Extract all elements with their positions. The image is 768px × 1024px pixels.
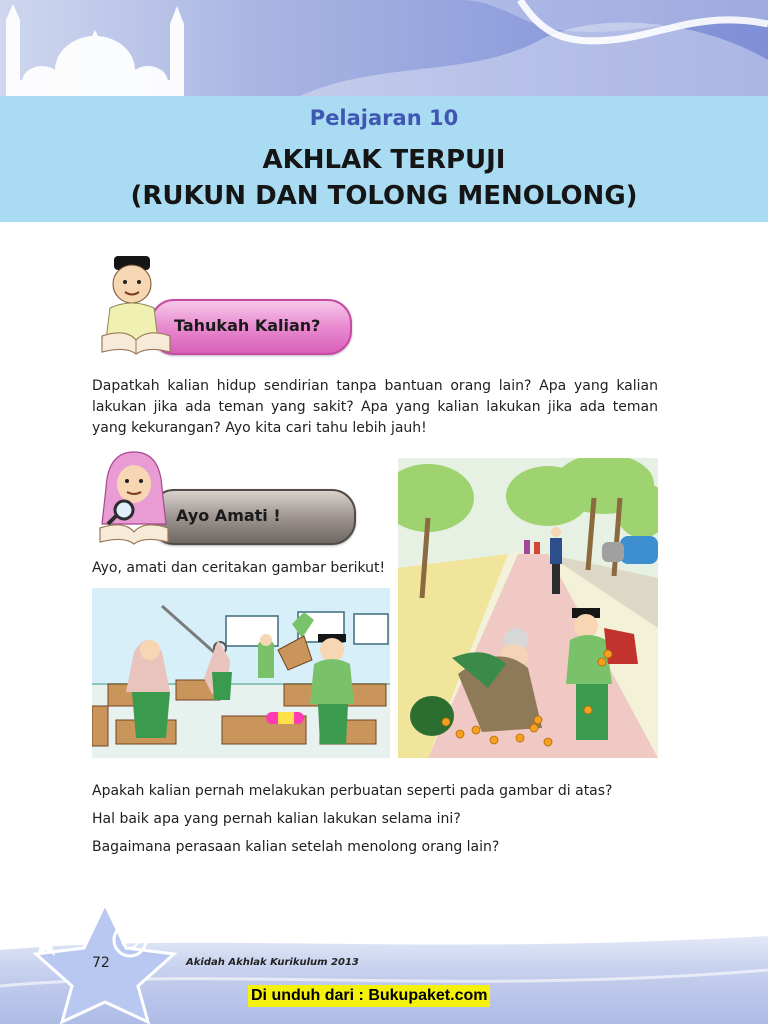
top-banner (0, 0, 768, 96)
chapter-title (0, 142, 768, 214)
ayo-amati-heading: Ayo Amati ! (176, 506, 281, 525)
helping-elderly-illustration (398, 458, 658, 758)
book-title: Akidah Akhlak Kurikulum 2013 (186, 957, 359, 968)
chapter-title-line2: (RUKUN DAN TOLONG MENOLONG) (130, 181, 638, 211)
observation-instruction: Ayo, amati dan ceritakan gambar berikut! (92, 560, 386, 576)
girl-with-magnifier-icon (96, 448, 172, 546)
mosque-silhouette-icon (0, 0, 768, 96)
page-number: 72 (92, 955, 110, 971)
street-scene-icon (398, 458, 658, 758)
classroom-scene-icon (92, 588, 390, 758)
classroom-cleaning-illustration (92, 588, 390, 758)
question-item: Hal baik apa yang pernah kalian lakukan selama ini? (92, 811, 461, 827)
download-source-note: Di unduh dari : Bukupaket.com (248, 985, 490, 1007)
lesson-label: Pelajaran 10 (309, 106, 459, 130)
title-band (0, 96, 768, 222)
tahukah-kalian-heading: Tahukah Kalian? (174, 316, 321, 335)
question-item: Bagaimana perasaan kalian setelah menolong orang lain? (92, 839, 500, 855)
chapter-title-line1: AKHLAK TERPUJI (262, 145, 506, 175)
boy-reading-icon (96, 254, 176, 356)
intro-paragraph: Dapatkah kalian hidup sendirian tanpa bantuan orang lain? Apa yang kalian lakukan jika ada teman yang sakit? Apa yang kalian lakukan jika ada teman yang kekurangan? Ayo kita cari tahu lebih jauh! (92, 378, 658, 436)
question-item: Apakah kalian pernah melakukan perbuatan seperti pada gambar di atas? (92, 783, 613, 799)
